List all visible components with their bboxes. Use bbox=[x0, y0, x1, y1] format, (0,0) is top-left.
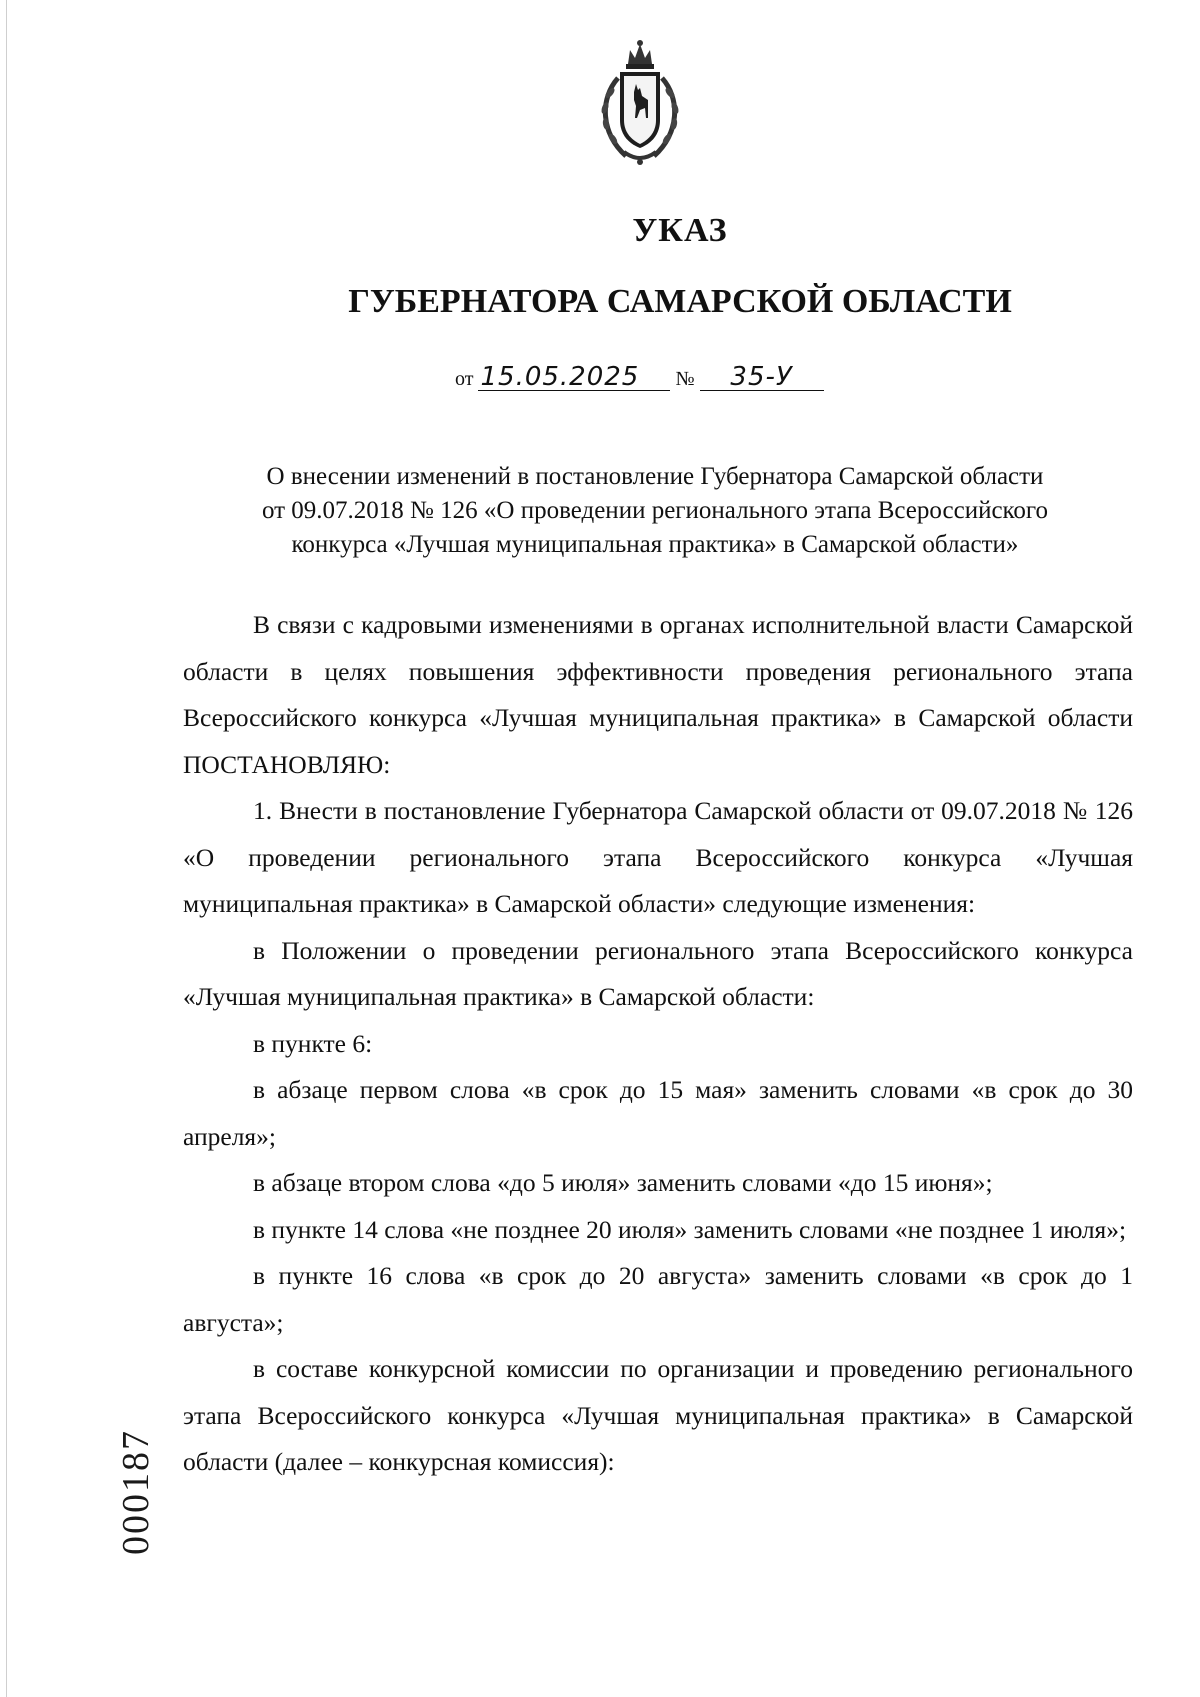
handwritten-date: 15.05.2025 bbox=[478, 364, 670, 391]
coat-of-arms-icon bbox=[590, 38, 690, 170]
body-paragraph: в Положении о проведении регионального этапа Всероссийского конкурса «Лучшая муниципальная практика» в Самарской области: bbox=[183, 935, 1133, 1011]
document-subtitle: ГУБЕРНАТОРА САМАРСКОЙ ОБЛАСТИ bbox=[348, 283, 1012, 320]
body-paragraph: в составе конкурсной комиссии по организации и проведению регионального этапа Всероссийского конкурса «Лучшая муниципальная практика» в Самарской области (далее – конкурсная комиссия): bbox=[183, 1354, 1133, 1476]
document-title: УКАЗ bbox=[632, 212, 728, 249]
body-paragraph: в абзаце первом слова «в срок до 15 мая» заменить словами «в срок до 30 апреля»; bbox=[183, 1075, 1133, 1151]
body-paragraph: в пункте 14 слова «не позднее 20 июля» заменить словами «не позднее 1 июля»; bbox=[253, 1214, 1127, 1244]
subject-line: конкурса «Лучшая муниципальная практика» в Самарской области» bbox=[291, 531, 1019, 558]
document-subject bbox=[185, 460, 1125, 562]
body-paragraph: В связи с кадровыми изменениями в органах исполнительной власти Самарской области в целях повышения эффективности проведения регионального этапа Всероссийского конкурса «Лучшая муниципальная практика» в Самарской области ПОСТАНОВЛЯЮ: bbox=[183, 610, 1133, 779]
document-body bbox=[183, 602, 1133, 1486]
body-paragraph: в абзаце втором слова «до 5 июля» заменить словами «до 15 июня»; bbox=[253, 1168, 993, 1197]
date-number-line bbox=[455, 364, 824, 391]
subject-line: от 09.07.2018 № 126 «О проведении регионального этапа Всероссийского bbox=[261, 497, 1049, 524]
body-paragraph: в пункте 6: bbox=[253, 1028, 373, 1058]
body-paragraph: в пункте 16 слова «в срок до 20 августа» заменить словами «в срок до 1 августа»; bbox=[183, 1261, 1133, 1337]
date-prefix: от bbox=[455, 368, 474, 390]
handwritten-number: 35-У bbox=[700, 364, 824, 391]
body-paragraph: 1. Внести в постановление Губернатора Самарской области от 09.07.2018 № 126 «О проведении регионального этапа Всероссийского конкурса «Лучшая муниципальная практика» в Самарской области» следующие изменения: bbox=[183, 796, 1133, 918]
subject-line: О внесении изменений в постановление Губернатора Самарской области bbox=[266, 463, 1044, 490]
number-sign: № bbox=[675, 368, 695, 390]
margin-serial-stamp: 000187 bbox=[115, 1429, 157, 1555]
